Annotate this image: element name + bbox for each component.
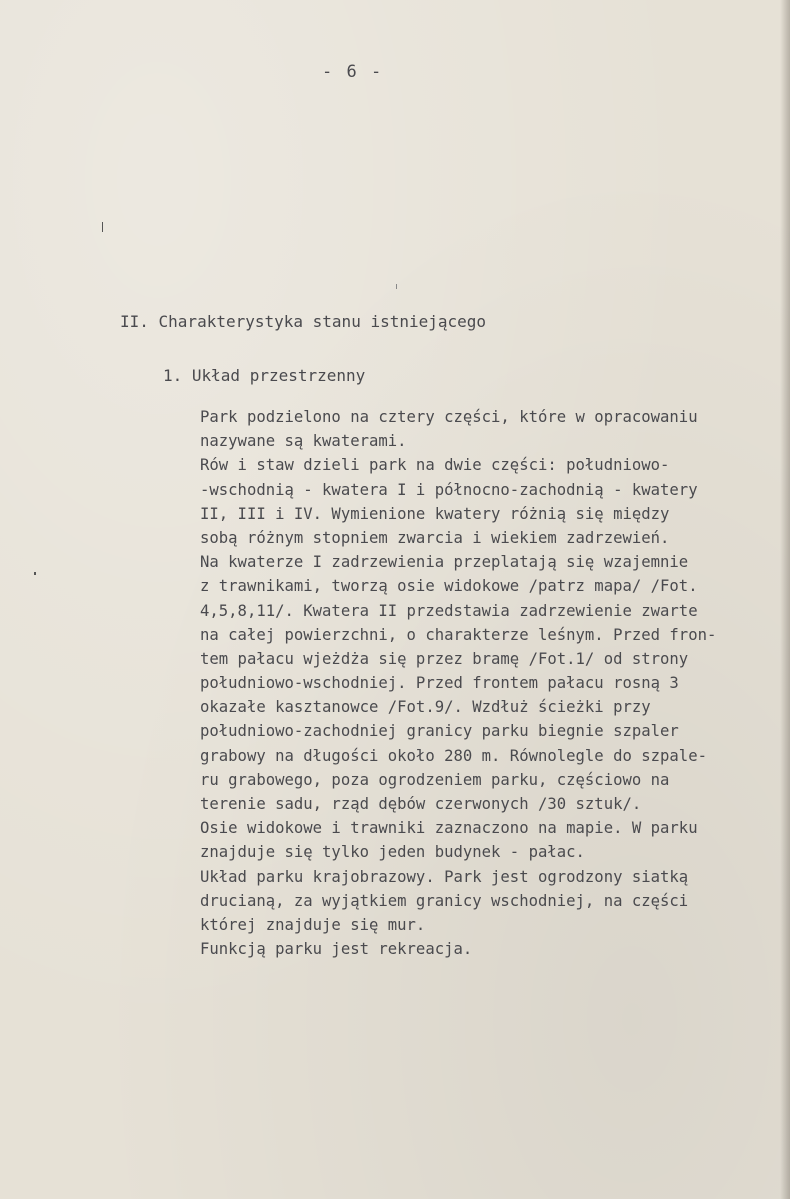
- text-line: południowo-zachodniej granicy parku biegnie szpaler: [200, 722, 679, 741]
- subsection-heading: 1. Układ przestrzenny: [163, 366, 366, 385]
- text-line: II, III i IV. Wymienione kwatery różnią się między: [200, 504, 670, 523]
- text-line: sobą różnym stopniem zwarcia i wiekiem zadrzewień.: [200, 528, 670, 547]
- text-line: drucianą, za wyjątkiem granicy wschodniej, na części: [200, 891, 689, 910]
- stray-mark: [396, 284, 397, 289]
- text-line: na całej powierzchni, o charakterze leśnym. Przed fron-: [200, 625, 717, 644]
- text-line: Funkcją parku jest rekreacja.: [200, 940, 473, 959]
- stray-mark: [102, 222, 103, 232]
- section-heading: II. Charakterystyka stanu istniejącego: [120, 312, 487, 331]
- text-line: grabowy na długości około 280 m. Równolegle do szpale-: [200, 746, 707, 765]
- text-line: Układ parku krajobrazowy. Park jest ogrodzony siatką: [200, 867, 689, 886]
- stray-mark: [34, 572, 36, 575]
- text-line: ru grabowego, poza ogrodzeniem parku, częściowo na: [200, 770, 670, 789]
- text-line: południowo-wschodniej. Przed frontem pałacu rosną 3: [200, 674, 679, 693]
- text-line: z trawnikami, tworzą osie widokowe /patrz mapa/ /Fot.: [200, 577, 698, 596]
- text-line: 4,5,8,11/. Kwatera II przedstawia zadrzewienie zwarte: [200, 601, 698, 620]
- text-line: Park podzielono na cztery części, które w opracowaniu: [200, 408, 698, 426]
- text-line: znajduje się tylko jeden budynek - pałac.: [200, 843, 585, 862]
- text-line: okazałe kasztanowce /Fot.9/. Wzdłuż ścieżki przy: [200, 698, 651, 717]
- text-line: Na kwaterze I zadrzewienia przeplatają się wzajemnie: [200, 553, 689, 572]
- text-line: Osie widokowe i trawniki zaznaczono na mapie. W parku: [200, 819, 698, 838]
- text-line: terenie sadu, rząd dębów czerwonych /30 sztuk/.: [200, 795, 642, 813]
- text-line: tem pałacu wjeżdża się przez bramę /Fot.1/ od strony: [200, 649, 689, 668]
- text-line: -wschodnią - kwatera I i północno-zachodnią - kwatery: [200, 480, 698, 499]
- text-line: której znajduje się mur.: [200, 915, 426, 934]
- text-line: Rów i staw dzieli park na dwie części: południowo-: [200, 456, 670, 475]
- body-text: [200, 405, 790, 961]
- page-number: - 6 -: [322, 62, 384, 82]
- text-line: nazywane są kwaterami.: [200, 432, 407, 451]
